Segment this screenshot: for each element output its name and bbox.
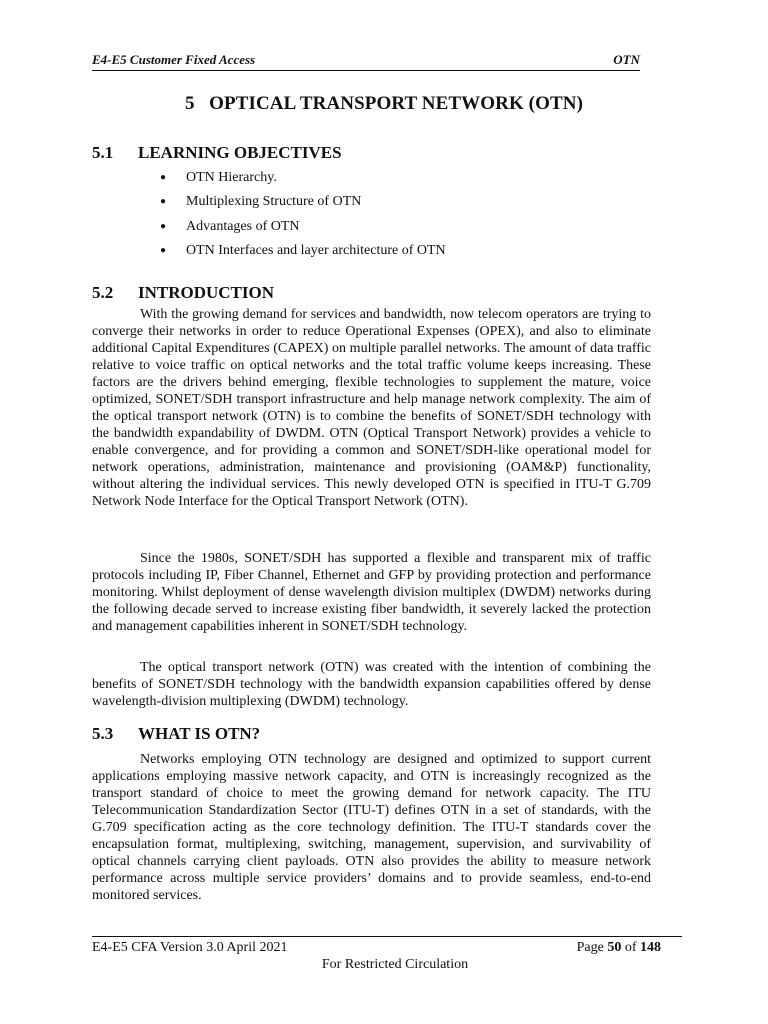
objectives-list (160, 166, 446, 263)
list-item (160, 190, 446, 214)
footer-version: E4-E5 CFA Version 3.0 April 2021 (92, 940, 288, 955)
bullet-icon: ● (160, 172, 167, 183)
section-title: LEARNING OBJECTIVES (138, 143, 342, 162)
header-course-title: E4-E5 Customer Fixed Access (92, 52, 256, 67)
bullet-icon: ● (160, 196, 167, 208)
chapter-title: 5 OPTICAL TRANSPORT NETWORK (OTN) (184, 93, 584, 114)
section-number: 5.3 (92, 724, 114, 743)
section-title: WHAT IS OTN? (138, 724, 261, 743)
objective-text: Advantages of OTN (186, 218, 300, 234)
page-of: of (621, 940, 640, 955)
footer-divider (92, 936, 682, 937)
section-title: INTRODUCTION (138, 283, 275, 302)
bullet-icon: ● (160, 244, 167, 256)
bullet-icon: ● (160, 220, 167, 232)
footer-page-number (577, 940, 661, 956)
section-number: 5.1 (92, 143, 114, 162)
intro-paragraph-1: With the growing demand for services and bandwidth, now telecom operators are trying to converge their networks in order to reduce Operational Expenses (OPEX), and also to eliminate additional Capital Expenditures (CAPEX) on multiple parallel networks. The amount of data traffic relative to voice traffic on optical networks and the total traffic volume keeps increasing. These factors are the drivers behind emerging, flexible technologies to supplement the mature, voice optimized, SONET/SDH transport infrastructure and help manage network complexity. The aim of the optical transport network (OTN) is to combine the benefits of SONET/SDH technology with the bandwidth expandability of DWDM. OTN (Optical Transport Network) provides a vehicle to enable convergence, and for providing a common and SONET/SDH-like operational model for network operations, administration, maintenance and provisioning (OAM&P) functionality, without altering the individual services. This newly developed OTN is specified in ITU-T G.709 Network Node Interface for the Optical Transport Network (OTN). (92, 307, 651, 509)
section-heading-introduction (92, 283, 274, 303)
objective-text: OTN Hierarchy. (186, 170, 277, 185)
intro-paragraph-3: The optical transport network (OTN) was created with the intention of combining the benefits of SONET/SDH technology with the bandwidth expansion capabilities offered by dense wavelength-division multiplexing (DWDM) technology. (92, 660, 651, 709)
list-item (160, 166, 446, 190)
intro-paragraph-2: Since the 1980s, SONET/SDH has supported a flexible and transparent mix of traffic protocols including IP, Fiber Channel, Ethernet and GFP by providing protection and performance monitoring. Whilst deployment of dense wavelength division multiplex (DWDM) networks during the following decade served to increase existing fiber bandwidth, it severely lacked the protection and management capabilities inherent in SONET/SDH technology. (92, 551, 651, 634)
header-chapter-tag: OTN (613, 52, 640, 67)
list-item (160, 239, 446, 263)
running-header (92, 52, 640, 71)
section-heading-learning-objectives (92, 143, 342, 163)
objective-text: OTN Interfaces and layer architecture of OTN (186, 242, 446, 258)
page-prefix: Page (576, 940, 608, 955)
list-item (160, 215, 446, 239)
section-number: 5.2 (92, 283, 114, 302)
objective-text: Multiplexing Structure of OTN (186, 194, 362, 210)
page-current: 50 (607, 940, 622, 955)
page-total: 148 (640, 940, 661, 955)
section-heading-what-is-otn (92, 724, 260, 744)
what-is-otn-paragraph: Networks employing OTN technology are designed and optimized to support current applications employing massive network capacity, and OTN is increasingly recognized as the transport standard of choice to meet the growing demand for network capacity. The ITU Telecommunication Standardization Sector (ITU-T) defines OTN in a set of standards, with the G.709 specification acting as the core technology definition. The ITU-T standards cover the encapsulation format, multiplexing, switching, management, supervision, and survivability of optical channels carrying client payloads. OTN also provides the ability to measure network performance across multiple service providers’ domains and to provide seamless, end-to-end monitored services. (92, 752, 651, 903)
footer-circulation-note: For Restricted Circulation (321, 957, 469, 972)
